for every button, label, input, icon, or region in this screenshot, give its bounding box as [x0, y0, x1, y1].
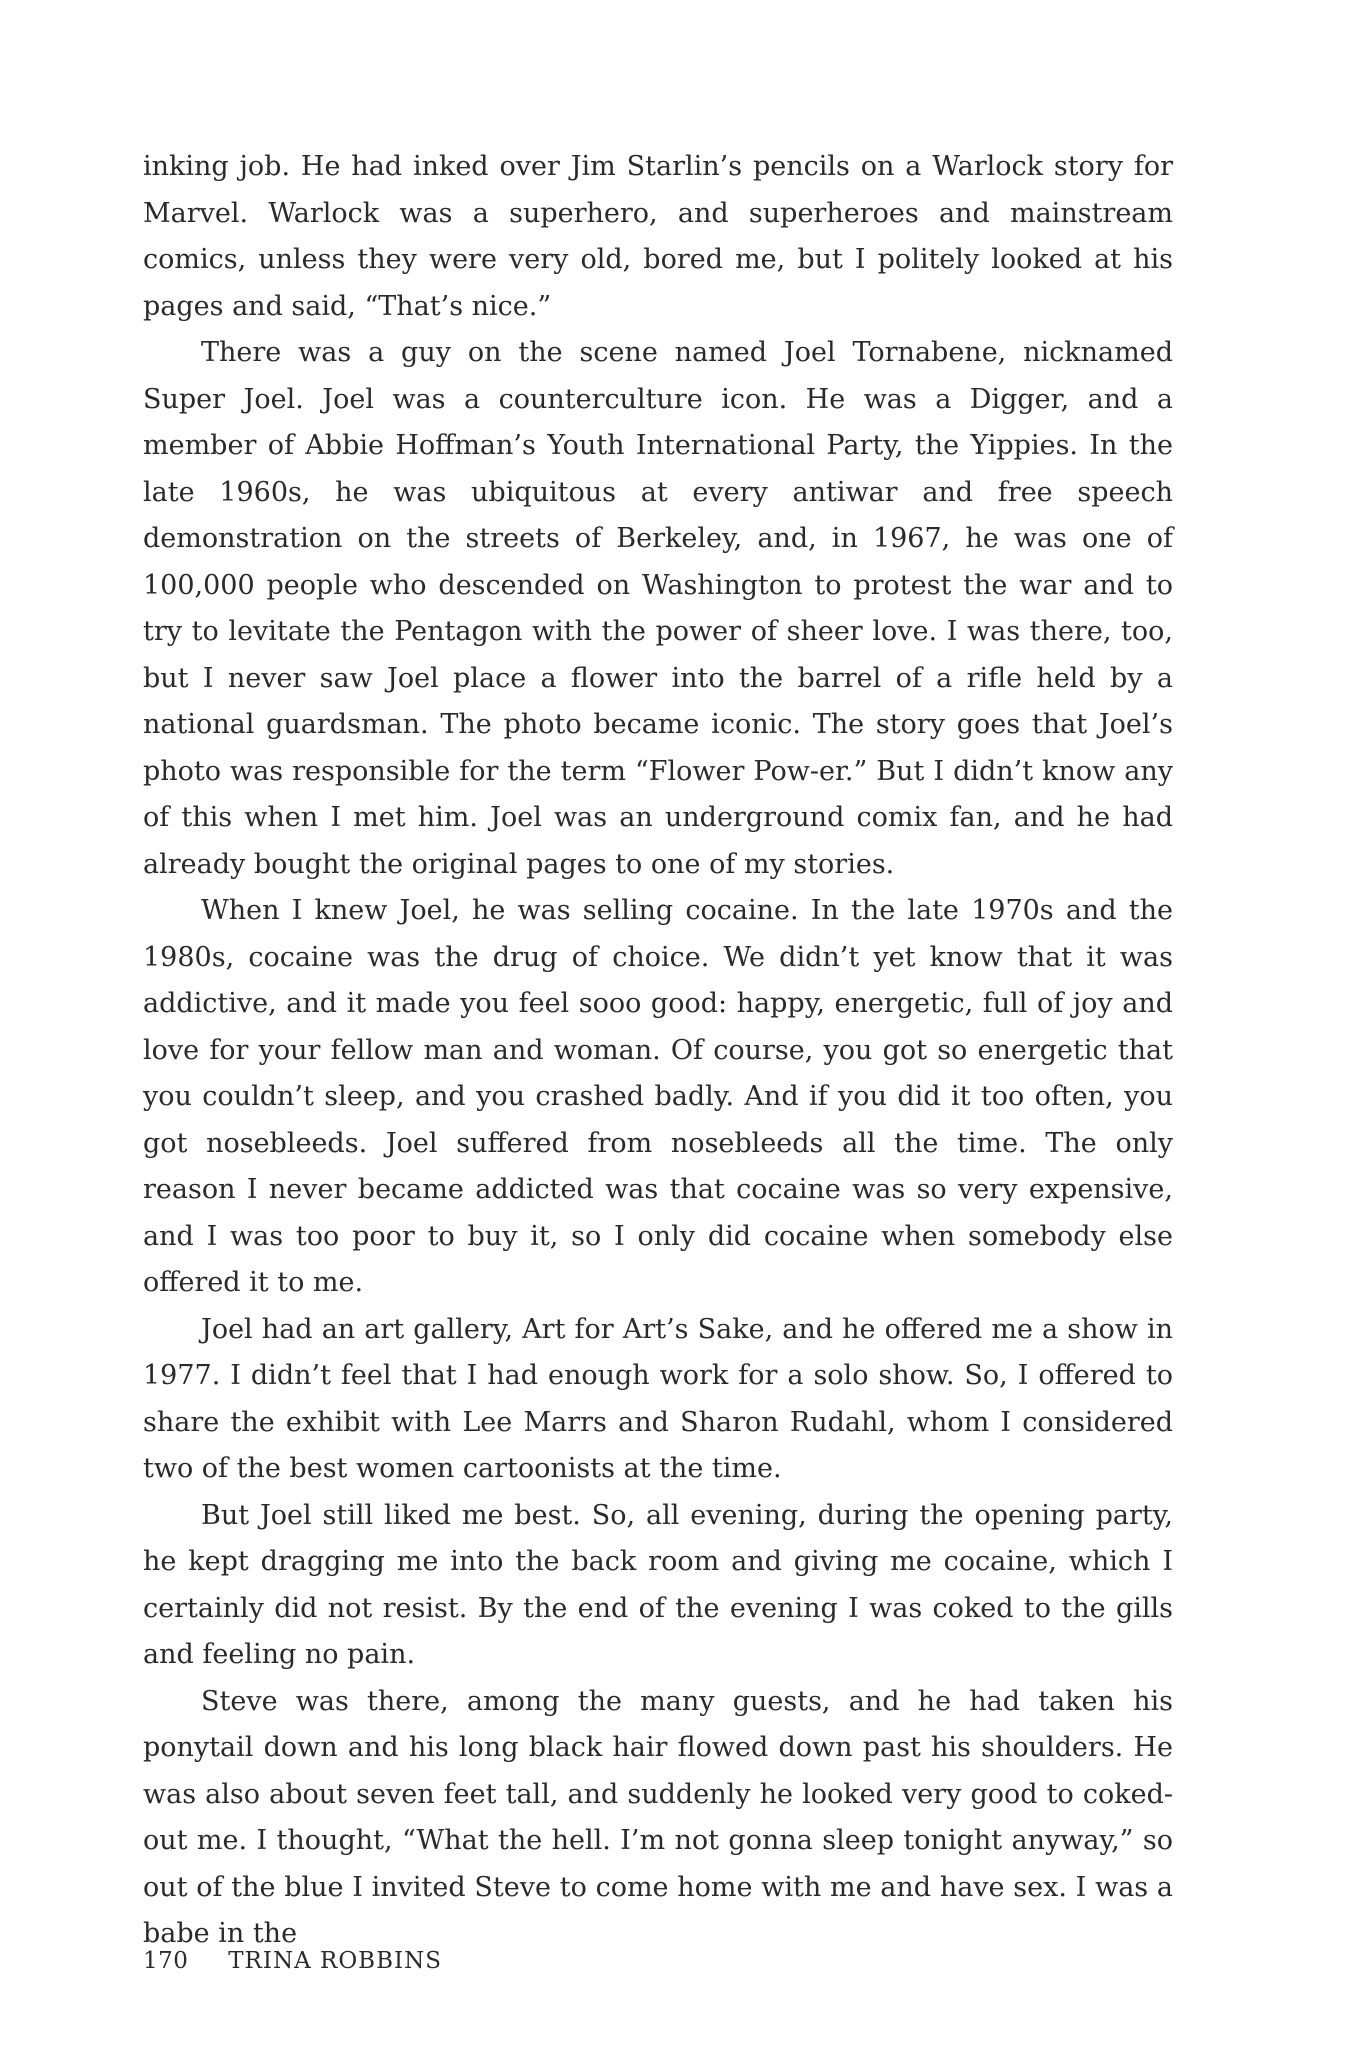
running-head-author: TRINA ROBBINS: [228, 1948, 442, 1974]
paragraph-6: Steve was there, among the many guests, and he had taken his ponytail down and his long black hair flowed down past his shoulders. He was also about seven feet tall, and suddenly he looked very good to coked-out me. I thought, “What the hell. I’m not gonna sleep tonight anyway,” so out of the blue I invited Steve to come home with me and have sex. I was a babe in the: [143, 1685, 1173, 1949]
paragraph-5: But Joel still liked me best. So, all evening, during the opening party, he kept dragging me into the back room and giving me cocaine, which I certainly did not resist. By the end of the evening I was coked to the gills and feeling no pain.: [143, 1499, 1173, 1670]
page-footer: [143, 1948, 442, 1974]
paragraph-1: inking job. He had inked over Jim Starlin’s pencils on a Warlock story for Marvel. Warlock was a superhero, and superheroes and mainstream comics, unless they were very old, bored me, but I politely looked at his pages and said, “That’s nice.”: [143, 151, 1173, 322]
paragraph-3: When I knew Joel, he was selling cocaine. In the late 1970s and the 1980s, cocaine was the drug of choice. We didn’t yet know that it was addictive, and it made you feel sooo good: happy, energetic, full of joy and love for your fellow man and woman. Of course, you got so energetic that you couldn’t sleep, and you crashed badly. And if you did it too often, you got nosebleeds. Joel suffered from nosebleeds all the time. The only reason I never became addicted was that cocaine was so very expensive, and I was too poor to buy it, so I only did cocaine when somebody else offered it to me.: [143, 895, 1173, 1298]
body-text: [143, 144, 1173, 1958]
paragraph-2: There was a guy on the scene named Joel Tornabene, nicknamed Super Joel. Joel was a counterculture icon. He was a Digger, and a member of Abbie Hoffman’s Youth International Party, the Yippies. In the late 1960s, he was ubiquitous at every antiwar and free speech demonstration on the streets of Berkeley, and, in 1967, he was one of 100,000 people who descended on Washington to protest the war and to try to levitate the Pentagon with the power of sheer love. I was there, too, but I never saw Joel place a flower into the barrel of a rifle held by a national guardsman. The photo became iconic. The story goes that Joel’s photo was responsible for the term “Flower Pow-er.” But I didn’t know any of this when I met him. Joel was an underground comix fan, and he had already bought the original pages to one of my stories.: [143, 337, 1173, 880]
page-number: 170: [143, 1948, 189, 1974]
paragraph-4: Joel had an art gallery, Art for Art’s Sake, and he offered me a show in 1977. I didn’t feel that I had enough work for a solo show. So, I offered to share the exhibit with Lee Marrs and Sharon Rudahl, whom I considered two of the best women cartoonists at the time.: [143, 1313, 1173, 1484]
